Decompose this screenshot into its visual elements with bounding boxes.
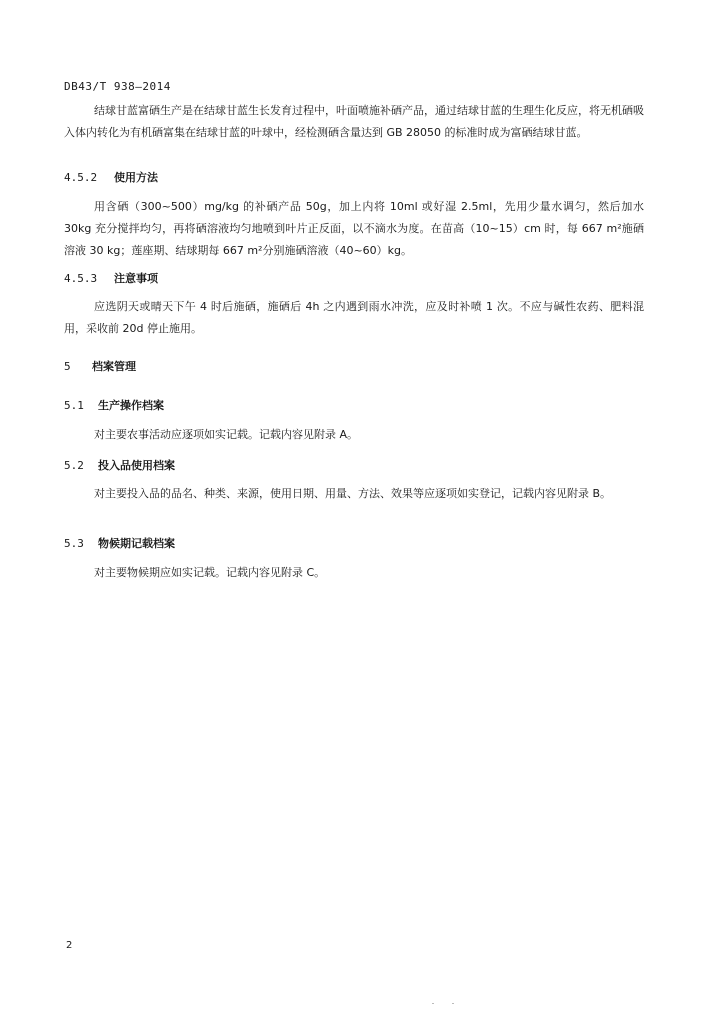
section-heading-5-3 — [64, 536, 175, 552]
section-title: 投入品使用档案 — [98, 459, 175, 472]
section-title: 档案管理 — [92, 360, 136, 373]
section-heading-5 — [64, 359, 136, 375]
paragraph-intro: 结球甘蓝富硒生产是在结球甘蓝生长发育过程中，叶面喷施补硒产品，通过结球甘蓝的生理生化反应，将无机硒吸入体内转化为有机硒富集在结球甘蓝的叶球中，经检测硒含量达到 GB 28050 的标准时成为富硒结球甘蓝。 — [64, 104, 644, 139]
section-title: 注意事项 — [114, 272, 158, 285]
scan-speck — [432, 1003, 434, 1004]
section-title: 生产操作档案 — [98, 399, 164, 412]
section-title: 使用方法 — [114, 171, 158, 184]
paragraph-5-1: 对主要农事活动应逐项如实记载。记载内容见附录 A。 — [94, 428, 359, 441]
section-number: 4.5.3 — [64, 272, 98, 285]
section-heading-4-5-3 — [64, 271, 158, 287]
section-number: 4.5.2 — [64, 171, 98, 184]
paragraph-usage: 用含硒（300~500）mg/kg 的补硒产品 50g，加上内将 10ml 或好湿 2.5ml，先用少量水调匀，然后加水 30kg 充分搅拌均匀，再将硒溶液均匀地喷到叶片正反面，以不滴水为度。在苗高（10~15）cm 时，每 667 m²施硒溶液 30 kg；莲座期、结球期每 667 m²分别施硒溶液（40~60）kg。 — [64, 200, 644, 257]
section-number: 5 — [64, 360, 71, 373]
scan-speck — [452, 1003, 454, 1004]
section-heading-5-2 — [64, 458, 175, 474]
section-number: 5.2 — [64, 459, 84, 472]
paragraph-5-2: 对主要投入品的品名、种类、来源，使用日期、用量、方法、效果等应逐项如实登记，记载内容见附录 B。 — [94, 487, 612, 500]
section-number: 5.3 — [64, 537, 84, 550]
section-heading-4-5-2 — [64, 170, 158, 186]
page-number: 2 — [66, 940, 73, 951]
section-heading-5-1 — [64, 398, 164, 414]
paragraph-5-3: 对主要物候期应如实记载。记载内容见附录 C。 — [94, 566, 326, 579]
section-number: 5.1 — [64, 399, 84, 412]
document-id: DB43/T 938—2014 — [64, 80, 171, 93]
section-title: 物候期记载档案 — [98, 537, 175, 550]
paragraph-notes: 应选阴天或晴天下午 4 时后施硒，施硒后 4h 之内遇到雨水冲洗，应及时补喷 1 次。不应与碱性农药、肥料混用，采收前 20d 停止施用。 — [64, 300, 644, 335]
